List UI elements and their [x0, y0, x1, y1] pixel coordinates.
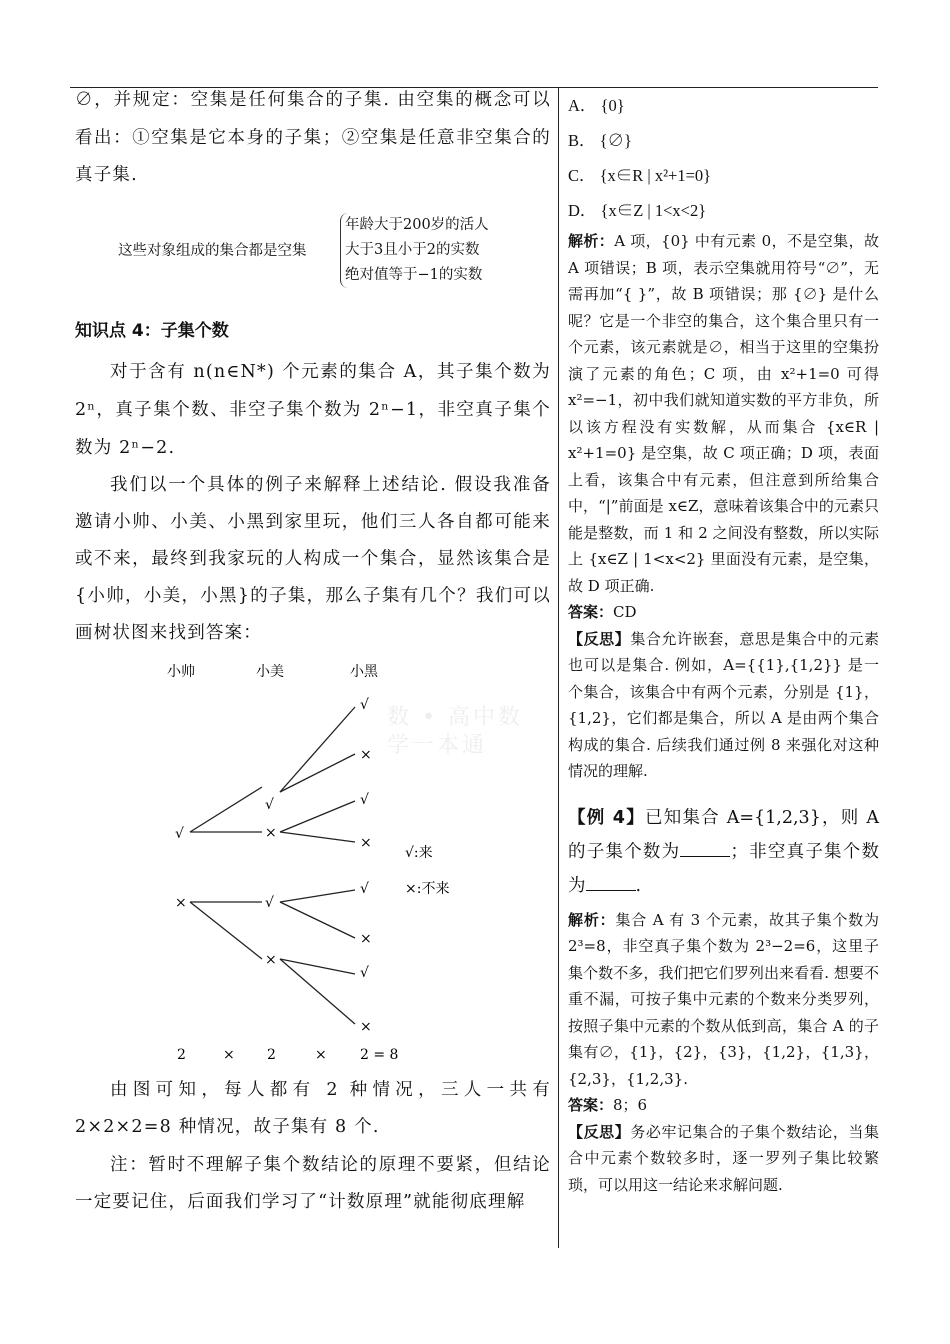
tree-node-no: × — [265, 824, 277, 841]
tree-legend-yes: √:来 — [405, 844, 433, 861]
analysis-label: 解析： — [568, 910, 616, 929]
answer-label: 答案： — [568, 603, 614, 621]
tree-leaf-yes: √ — [360, 696, 369, 713]
brace-item: 年龄大于200岁的活人 — [345, 216, 489, 233]
reflection-text: 务必牢记集合的子集个数结论，当集合中元素个数较多时，逐一罗列子集比较繁琐，可以用这一结论来求解问题. — [568, 1122, 879, 1194]
reflection-label: 【反思】 — [568, 629, 631, 648]
reflection-label: 【反思】 — [568, 1122, 631, 1141]
tree-leaf-no: × — [360, 746, 372, 763]
paragraph-empty-set-rule: ∅，并规定：空集是任何集合的子集. 由空集的概念可以看出：①空集是它本身的子集；②空集是任意非空集合的真子集. — [75, 90, 551, 185]
example-label: 【例 4】 — [568, 807, 645, 828]
answer-text: CD — [613, 603, 637, 621]
example-text: . — [635, 875, 642, 896]
answer-text: 8；6 — [613, 1096, 648, 1114]
tree-header: 小美 — [256, 663, 284, 680]
tree-leaf-no: × — [360, 930, 372, 947]
brace-item: 大于3且小于2的实数 — [345, 241, 480, 258]
answer-block — [568, 599, 879, 626]
tree-leaf-yes: √ — [360, 791, 369, 808]
reflection-text: 集合允许嵌套，意思是集合中的元素也可以是集合. 例如，A={{1},{1,2}} 是一个集合，该集合中有两个元素，分别是 {1}，{1,2}，它们都是集合，所以 A 是由两个集合构成的集合. 后续我们通过例 8 来强化对这种情况的理解. — [568, 629, 879, 780]
tree-node-yes: √ — [265, 894, 274, 911]
paragraph-note: 注：暂时不理解子集个数结论的原理不要紧，但结论一定要记住，后面我们学习了“计数原理”就能彻底理解 — [75, 1154, 551, 1212]
option-d: D． {x∈Z | 1<x<2} — [568, 201, 707, 220]
brace-label: 这些对象组成的集合都是空集 — [118, 242, 307, 259]
tree-header: 小帅 — [167, 663, 195, 680]
answer-blank-2[interactable] — [586, 872, 636, 891]
formula-part: × — [315, 1046, 327, 1063]
answer2-block — [568, 1092, 879, 1119]
section-heading: 知识点 4：子集个数 — [75, 320, 229, 341]
right-column — [568, 88, 879, 1198]
analysis2-block — [568, 907, 879, 1093]
tree-node-yes: √ — [265, 796, 274, 813]
answer-label: 答案： — [568, 1096, 614, 1114]
brace-item: 绝对值等于−1的实数 — [345, 266, 483, 283]
tree-leaf-no: × — [360, 834, 372, 851]
answer-blank-1[interactable] — [680, 838, 730, 857]
analysis-text: A 项，{0} 中有元素 0，不是空集，故 A 项错误；B 项，表示空集就用符号“∅”，无需再加“{ }”，故 B 项错误；那 {∅} 是什么呢？它是一个非空的集合，这个集合里只有一个元素，该元素就是∅，相当于这里的空集扮演了元素的角色；C 项，由 x²+1=0 可得 x²=−1，初中我们就知道实数的平方非负，所以该方程没有实数解，从而集合 {x∈R | x²+1=0} 是空集，故 C 项正确；D 项，表面上看，该集合中有元素，但注意到所给集合中，“|”前面是 x∈Z，意味着该集合中的元素只能是整数，而 1 和 2 之间没有整数，所以实际上 {x∈Z | 1<x<2} 里面没有元素，是空集，故 D 项正确. — [568, 232, 879, 595]
tree-leaf-yes: √ — [360, 880, 369, 897]
empty-set-examples — [75, 213, 551, 291]
tree-edges — [190, 707, 355, 1024]
formula-part: 2 = 8 — [360, 1046, 399, 1063]
watermark: 数 • 高中数学一本通 — [387, 704, 523, 758]
formula-part: × — [223, 1046, 235, 1063]
option-b: B． {∅} — [568, 131, 632, 150]
reflection-block — [568, 626, 879, 785]
tree-header: 小黑 — [350, 663, 378, 680]
option-c: C． {x∈R | x²+1=0} — [568, 166, 712, 185]
paragraph-tree-conclusion: 由图可知，每人都有 2 种情况，三人一共有 2×2×2=8 种情况，故子集有 8 个. — [75, 1079, 551, 1137]
formula-part: 2 — [177, 1046, 186, 1063]
tree-node-yes: √ — [175, 825, 184, 842]
example-4 — [568, 801, 879, 903]
left-column — [75, 82, 551, 1222]
tree-legend-no: ×:不来 — [405, 880, 450, 897]
paragraph-example-intro: 我们以一个具体的例子来解释上述结论. 假设我准备邀请小帅、小美、小黑到家里玩，他们三人各自都可能来或不来，最终到我家玩的人构成一个集合，显然该集合是{小帅，小美，小黑}的子集，那么子集有几个？我们可以画树状图来找到答案： — [75, 474, 551, 643]
tree-node-no: × — [265, 951, 277, 968]
paragraph-subset-count: 对于含有 n(n∈N*) 个元素的集合 A，其子集个数为 2ⁿ，真子集个数、非空子集个数为 2ⁿ−1，非空真子集个数为 2ⁿ−2. — [75, 361, 551, 458]
formula-part: 2 — [267, 1046, 276, 1063]
example-text: ；非空真子集个数为 — [568, 841, 880, 896]
option-a: A． {0} — [568, 96, 625, 115]
tree-leaf-yes: √ — [360, 964, 369, 981]
tree-leaf-no: × — [360, 1018, 372, 1035]
brace-items — [340, 213, 489, 288]
tree-diagram-block — [75, 654, 551, 1072]
reflection2-block — [568, 1119, 879, 1199]
example-text: 已知集合 A={1,2,3}，则 A 的子集个数为 — [568, 807, 879, 862]
analysis-label: 解析： — [568, 232, 615, 250]
analysis-text: 集合 A 有 3 个元素，故其子集个数为 2³=8，非空真子集个数为 2³−2=6，这里子集个数不多，我们把它们罗列出来看看. 想要不重不漏，可按子集中元素的个数来分类罗列，按照子集中元素的个数从低到高，集合 A 的子集有∅，{1}，{2}，{3}，{1,2}，{1,3}，{2,3}，{1,2,3}. — [568, 910, 879, 1088]
tree-node-no: × — [175, 894, 187, 911]
analysis-block — [568, 228, 879, 599]
